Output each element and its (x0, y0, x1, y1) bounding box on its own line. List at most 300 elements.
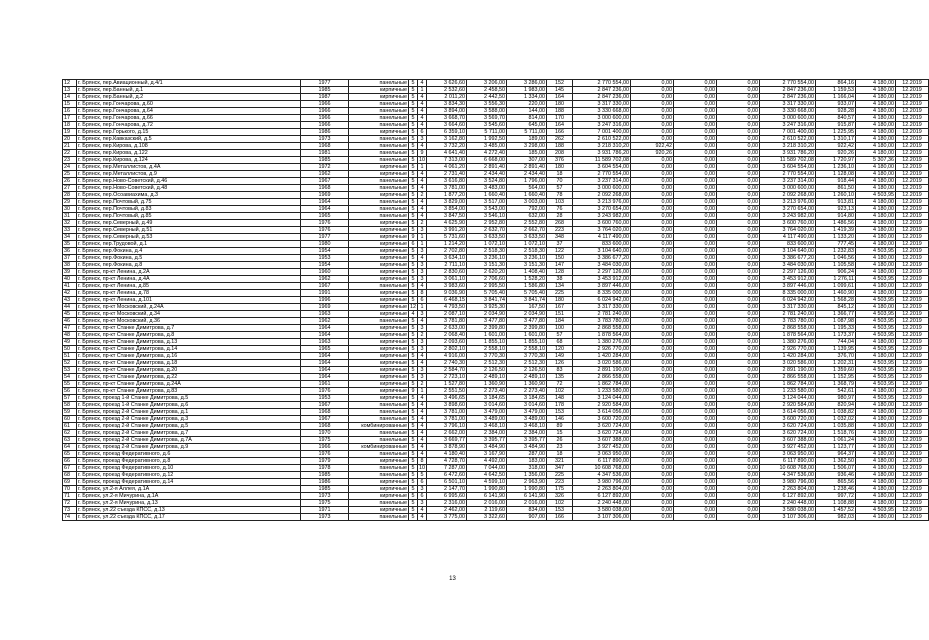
cell-cost-fund: 0,00 (631, 395, 674, 402)
cell-total-cost: 3 614 056,00 (573, 409, 631, 416)
cell-cost-budget: 0,00 (674, 493, 717, 500)
cell-planned-date: 12.2019 (896, 486, 929, 493)
cell-cost-fund: 0,00 (631, 276, 674, 283)
cell-planned-date: 12.2019 (896, 500, 929, 507)
cell-cost-owners: 0,00 (717, 507, 760, 514)
cell-living-area: 2 512,30 (467, 360, 507, 367)
table-row (63, 472, 929, 479)
cell-year-built: 1980 (301, 241, 349, 248)
cell-floors: 5 (409, 199, 418, 206)
cell-address: г. Брянск, пр-кт Станке Димитрова, д.8 (77, 332, 301, 339)
cell-max-unit-cost: 4 180,00 (856, 255, 896, 262)
cell-year-built: 1975 (301, 500, 349, 507)
cell-cost-budget: 0,00 (674, 262, 717, 269)
cell-row-number: 56 (63, 388, 77, 395)
cell-total-cost: 3 063 950,00 (573, 451, 631, 458)
cell-residents: 151 (547, 311, 573, 318)
cell-wall-material: панельные (349, 451, 409, 458)
cell-wall-material: кирпичные (349, 339, 409, 346)
cell-floors: 12 (410, 304, 416, 310)
cell-residents: 152 (547, 80, 573, 87)
cell-max-unit-cost: 4 180,00 (856, 199, 896, 206)
cell-residential-area: 1 855,10 (507, 339, 547, 346)
cell-entrances: 4 (418, 101, 427, 108)
cell-cost-fund: 0,00 (631, 458, 674, 465)
cell-year-built: 1985 (301, 157, 349, 164)
table-row (63, 416, 929, 423)
cell-cost-other: 6 127 892,00 (760, 493, 816, 500)
cell-wall-material: кирпичные (349, 192, 409, 199)
cell-residents: 148 (547, 395, 573, 402)
cell-unit-cost: 913,81 (816, 199, 856, 206)
cell-year-built: 1985 (301, 486, 349, 493)
cell-residential-area: 1 601,00 (507, 332, 547, 339)
cell-max-unit-cost: 4 180,00 (856, 479, 896, 486)
cell-planned-date: 12.2019 (896, 493, 929, 500)
cell-residents: 268 (547, 220, 573, 227)
cell-cost-owners: 0,00 (717, 304, 760, 311)
cell-row-number: 67 (63, 465, 77, 472)
cell-residential-area: 907,00 (507, 514, 547, 521)
cell-max-unit-cost: 4 180,00 (856, 493, 896, 500)
cell-floors: 5 (409, 136, 418, 143)
cell-address: г. Брянск, пр-кт Станке Димитрова, д.22 (77, 374, 301, 381)
cell-cost-owners: 0,00 (717, 325, 760, 332)
cell-floors: 5 (409, 220, 418, 227)
cell-residents: 225 (547, 472, 573, 479)
cell-entrances: 3 (418, 269, 427, 276)
cell-year-built: 1981 (301, 150, 349, 157)
cell-total-cost: 3 107 306,00 (573, 514, 631, 521)
cell-address: г. Брянск, пр-кт Ленина, д.78 (77, 290, 301, 297)
cell-floors: 5 (409, 395, 418, 402)
cell-cost-other: 3 620 724,00 (760, 430, 816, 437)
cell-residential-area: 287,00 (507, 451, 547, 458)
cell-row-number: 40 (63, 276, 77, 283)
cell-living-area: 2 891,40 (467, 164, 507, 171)
cell-cost-other: 3 270 654,00 (760, 206, 816, 213)
cell-max-unit-cost: 4 180,00 (856, 178, 896, 185)
cell-entrances: 3 (418, 227, 427, 234)
table-row (63, 80, 929, 87)
cell-unit-cost: 914,80 (816, 213, 856, 220)
cell-entrances: 4 (418, 80, 427, 87)
cell-floors: 5 (409, 171, 418, 178)
cell-cost-owners: 0,00 (717, 339, 760, 346)
cell-floors: 5 (409, 157, 418, 164)
cell-total-area: 6 995,60 (427, 493, 467, 500)
cell-floors: 5 (409, 262, 418, 269)
cell-residents: 178 (547, 402, 573, 409)
cell-planned-date: 12.2019 (896, 290, 929, 297)
table-row (63, 493, 929, 500)
cell-wall-material: кирпичные (349, 276, 409, 283)
cell-residential-area: 3 298,00 (507, 143, 547, 150)
cell-cost-fund: 0,00 (631, 304, 674, 311)
cell-total-cost: 2 847 236,00 (573, 87, 631, 94)
cell-wall-material: панельные (349, 199, 409, 206)
cell-cost-other: 2 092 268,00 (760, 192, 816, 199)
cell-entrances: 3 (418, 339, 427, 346)
cell-entrances: 1 (418, 388, 427, 395)
cell-residential-area: 3 841,74 (507, 297, 547, 304)
cell-row-number: 29 (63, 199, 77, 206)
cell-wall-material: панельные (349, 213, 409, 220)
table-body (63, 80, 929, 521)
cell-row-number: 74 (63, 514, 77, 521)
cell-cost-fund: 0,00 (631, 430, 674, 437)
cell-total-cost: 2 770 554,00 (573, 80, 631, 87)
cell-living-area: 3 524,80 (467, 178, 507, 185)
cell-residents: 128 (547, 269, 573, 276)
cell-cost-budget: 0,00 (674, 234, 717, 241)
cell-cost-budget: 0,00 (674, 129, 717, 136)
cell-year-built: 1964 (301, 199, 349, 206)
cell-unit-cost: 1 105,58 (816, 262, 856, 269)
cell-year-built: 1967 (301, 178, 349, 185)
cell-cost-budget: 0,00 (674, 381, 717, 388)
cell-total-cost: 1 878 564,00 (573, 332, 631, 339)
cell-total-cost: 2 847 236,00 (573, 94, 631, 101)
cell-unit-cost: 820,94 (816, 402, 856, 409)
cell-unit-cost: 997,72 (816, 493, 856, 500)
cell-address: г. Брянск, пр-кт Станке Димитрова, д.7 (77, 325, 301, 332)
cell-cost-owners: 0,00 (717, 129, 760, 136)
cell-total-area: 3 626,60 (427, 80, 467, 87)
cell-row-number: 49 (63, 339, 77, 346)
cell-planned-date: 12.2019 (896, 514, 929, 521)
cell-planned-date: 12.2019 (896, 269, 929, 276)
cell-living-area: 1 855,10 (467, 339, 507, 346)
cell-planned-date: 12.2019 (896, 192, 929, 199)
cell-total-area: 3 854,00 (427, 206, 467, 213)
cell-address: г. Брянск, проезд Федеративного, д.6 (77, 451, 301, 458)
cell-living-area: 2 384,00 (467, 430, 507, 437)
cell-cost-fund: 0,00 (631, 87, 674, 94)
cell-total-area: 3 162,80 (427, 136, 467, 143)
cell-residential-area: 2 273,40 (507, 388, 547, 395)
cell-year-built: 1968 (301, 143, 349, 150)
cell-cost-other: 3 000 600,00 (760, 115, 816, 122)
cell-cost-budget: 0,00 (674, 290, 717, 297)
cell-total-area: 3 781,00 (427, 416, 467, 423)
cell-row-number: 27 (63, 185, 77, 192)
cell-row-number: 70 (63, 486, 77, 493)
cell-address: г. Брянск, пер.Гончарова, д.72 (77, 122, 301, 129)
cell-residents: 120 (547, 346, 573, 353)
cell-residents: 184 (547, 318, 573, 325)
cell-entrances: 8 (418, 290, 427, 297)
table-row (63, 213, 929, 220)
cell-wall-material: комбинированные (349, 444, 409, 451)
cell-cost-fund: 0,00 (631, 122, 674, 129)
cell-row-number: 73 (63, 507, 77, 514)
cell-cost-other: 6 117 890,00 (760, 458, 816, 465)
cell-wall-material: комбинированные (349, 423, 409, 430)
cell-unit-cost: 922,42 (816, 143, 856, 150)
cell-floors: 5 (409, 353, 418, 360)
cell-year-built: 1969 (301, 192, 349, 199)
cell-entrances: 4 (418, 318, 427, 325)
cell-cost-owners: 0,00 (717, 122, 760, 129)
cell-residential-area: 3 633,50 (507, 234, 547, 241)
cell-total-area: 3 732,20 (427, 143, 467, 150)
cell-entrances: 3 (418, 367, 427, 374)
cell-cost-budget: 0,00 (674, 269, 717, 276)
table-row (63, 325, 929, 332)
cell-cost-owners: 0,00 (717, 472, 760, 479)
cell-planned-date: 12.2019 (896, 101, 929, 108)
cell-cost-other: 833 600,00 (760, 241, 816, 248)
cell-row-number: 24 (63, 164, 77, 171)
cell-year-built: 1976 (301, 220, 349, 227)
cell-living-area: 3 588,00 (467, 108, 507, 115)
cell-address: г. Брянск, ул.2-я Мичурина, д.13 (77, 500, 301, 507)
cell-max-unit-cost: 4 180,00 (856, 94, 896, 101)
cell-cost-fund: 0,00 (631, 199, 674, 206)
cell-cost-owners: 0,00 (717, 297, 760, 304)
cell-residential-area: 1 408,40 (507, 269, 547, 276)
cell-cost-budget: 0,00 (674, 458, 717, 465)
cell-cost-other: 3 317 330,00 (760, 101, 816, 108)
table-row (63, 276, 929, 283)
cell-cost-fund: 0,00 (631, 115, 674, 122)
cell-unit-cost: 1 225,95 (816, 129, 856, 136)
cell-cost-budget: 0,00 (674, 227, 717, 234)
cell-wall-material: кирпичные (349, 241, 409, 248)
cell-floors: 5 (409, 437, 418, 444)
cell-planned-date: 12.2019 (896, 255, 929, 262)
cell-cost-budget: 0,00 (674, 409, 717, 416)
cell-cost-other: 2 926 770,00 (760, 346, 816, 353)
cell-address: г. Брянск, ул.2-я Мичурина, д.1А (77, 493, 301, 500)
cell-unit-cost: 1 506,07 (816, 465, 856, 472)
cell-unit-cost: 1 108,88 (816, 500, 856, 507)
cell-cost-owners: 0,00 (717, 486, 760, 493)
cell-residential-area: 5 705,40 (507, 290, 547, 297)
cell-year-built: 1976 (301, 227, 349, 234)
cell-address: г. Брянск, пер.Почтовый, д.85 (77, 213, 301, 220)
cell-address: г. Брянск, ул.22 съезда КПСС, д.13 (77, 507, 301, 514)
table-row (63, 136, 929, 143)
cell-total-area: 2 011,20 (427, 94, 467, 101)
cell-cost-owners: 0,00 (717, 437, 760, 444)
cell-floors: 9 (409, 234, 418, 241)
cell-max-unit-cost: 4 180,00 (856, 150, 896, 157)
cell-cost-fund: 0,00 (631, 472, 674, 479)
cell-address: г. Брянск, проезд 2-й Станке Димитрова, д.9 (77, 444, 301, 451)
cell-living-area: 3 485,00 (467, 143, 507, 150)
cell-year-built: 1986 (301, 479, 349, 486)
cell-cost-budget: 0,00 (674, 164, 717, 171)
cell-planned-date: 12.2019 (896, 234, 929, 241)
cell-address: г. Брянск, проезд Федеративного, д.8 (77, 458, 301, 465)
cell-total-cost: 3 620 724,00 (573, 430, 631, 437)
cell-planned-date: 12.2019 (896, 339, 929, 346)
cell-address: г. Брянск, пер.Кирова, д.108 (77, 143, 301, 150)
cell-max-unit-cost: 4 503,95 (856, 318, 896, 325)
cell-entrances: 4 (418, 213, 427, 220)
cell-cost-owners: 0,00 (717, 367, 760, 374)
cell-max-unit-cost: 4 180,00 (856, 129, 896, 136)
cell-max-unit-cost: 4 503,95 (856, 360, 896, 367)
cell-address: г. Брянск, пер.Ново-Советский, д.48 (77, 185, 301, 192)
cell-wall-material: кирпичные (349, 374, 409, 381)
table-row (63, 206, 929, 213)
cell-cost-other: 3 000 600,00 (760, 185, 816, 192)
cell-total-cost: 3 600 720,00 (573, 416, 631, 423)
cell-cost-owners: 0,00 (717, 423, 760, 430)
cell-cost-other: 1 862 784,00 (760, 381, 816, 388)
cell-total-area: 3 775,00 (427, 514, 467, 521)
cell-cost-other: 3 600 760,00 (760, 220, 816, 227)
cell-residents: 166 (547, 129, 573, 136)
cell-living-area: 3 517,00 (467, 199, 507, 206)
cell-wall-material: кирпичные (349, 479, 409, 486)
cell-max-unit-cost: 4 180,00 (856, 486, 896, 493)
cell-unit-cost: 1 139,95 (816, 346, 856, 353)
cell-unit-cost: 1 202,31 (816, 360, 856, 367)
cell-cost-other: 1 233 580,00 (760, 388, 816, 395)
cell-year-built: 1964 (301, 374, 349, 381)
cell-address: г. Брянск, пер.Кирова, д.124 (77, 157, 301, 164)
cell-row-number: 20 (63, 136, 77, 143)
cell-wall-material: кирпичные (349, 297, 409, 304)
cell-year-built: 1962 (301, 276, 349, 283)
cell-residents: 26 (547, 437, 573, 444)
cell-residential-area: 3 236,10 (507, 255, 547, 262)
cell-entrances: 3 (418, 248, 427, 255)
cell-row-number: 62 (63, 430, 77, 437)
cell-floors: 6 (409, 241, 418, 248)
cell-cost-fund: 0,00 (631, 318, 674, 325)
table-row (63, 423, 929, 430)
cell-cost-other: 3 580 038,00 (760, 507, 816, 514)
cell-planned-date: 12.2019 (896, 150, 929, 157)
cell-cost-fund: 0,00 (631, 500, 674, 507)
cell-cost-fund: 0,00 (631, 332, 674, 339)
cell-cost-budget: 0,00 (674, 115, 717, 122)
cell-residential-area: 1 983,00 (507, 87, 547, 94)
cell-cost-owners: 0,00 (717, 206, 760, 213)
cell-residential-area: 3 014,60 (507, 402, 547, 409)
cell-residential-area: 183,00 (507, 458, 547, 465)
table-row (63, 395, 929, 402)
cell-cost-other: 3 764 020,00 (760, 227, 816, 234)
cell-max-unit-cost: 4 180,00 (856, 136, 896, 143)
cell-unit-cost: 1 238,46 (816, 486, 856, 493)
cell-planned-date: 12.2019 (896, 465, 929, 472)
cell-cost-other: 3 237 314,00 (760, 178, 816, 185)
cell-residents: 223 (547, 479, 573, 486)
cell-address: г. Брянск, проезд 1-й Станке Димитрова, д.6 (77, 402, 301, 409)
cell-max-unit-cost: 4 180,00 (856, 164, 896, 171)
cell-total-area: 2 633,00 (427, 325, 467, 332)
cell-cost-owners: 0,00 (717, 80, 760, 87)
cell-living-area: 3 236,10 (467, 255, 507, 262)
cell-cost-budget: 0,00 (674, 108, 717, 115)
cell-living-area: 2 489,10 (467, 374, 507, 381)
cell-cost-owners: 0,00 (717, 262, 760, 269)
cell-cost-other: 1 420 284,00 (760, 353, 816, 360)
cell-cost-owners: 0,00 (717, 493, 760, 500)
cell-total-area: 9 036,90 (427, 290, 467, 297)
cell-planned-date: 12.2019 (896, 171, 929, 178)
cell-cost-other: 4 117 490,00 (760, 234, 816, 241)
cell-planned-date: 12.2019 (896, 507, 929, 514)
cell-row-number: 60 (63, 416, 77, 423)
cell-living-area: 4 272,40 (467, 150, 507, 157)
cell-cost-fund: 0,00 (631, 416, 674, 423)
cell-cost-other: 6 024 942,00 (760, 297, 816, 304)
cell-residents: 262 (547, 136, 573, 143)
table-row (63, 318, 929, 325)
cell-row-number: 55 (63, 381, 77, 388)
cell-cost-other: 10 608 768,00 (760, 465, 816, 472)
cell-living-area: 3 770,30 (467, 353, 507, 360)
cell-wall-material: кирпичные (349, 87, 409, 94)
cell-cost-fund: 0,00 (631, 136, 674, 143)
cell-floors: 5 (409, 276, 418, 283)
cell-total-cost: 3 104 640,00 (573, 248, 631, 255)
cell-cost-budget: 0,00 (674, 486, 717, 493)
cell-wall-material: кирпичные (349, 220, 409, 227)
cell-living-area: 3 841,74 (467, 297, 507, 304)
table-row (63, 143, 929, 150)
cell-year-built: 1966 (301, 115, 349, 122)
cell-residential-area: 2 891,40 (507, 164, 547, 171)
cell-cost-budget: 0,00 (674, 87, 717, 94)
cell-cost-other: 1 878 564,00 (760, 332, 816, 339)
cell-wall-material: панельные (349, 318, 409, 325)
cell-max-unit-cost: 4 180,00 (856, 185, 896, 192)
cell-residents: 164 (547, 122, 573, 129)
cell-residential-area: 1 586,80 (507, 283, 547, 290)
cell-entrances: 4 (418, 206, 427, 213)
cell-unit-cost: 1 152,95 (816, 374, 856, 381)
cell-max-unit-cost: 4 180,00 (856, 143, 896, 150)
cell-address: г. Брянск, пер.Осоавиахима, д.3 (77, 192, 301, 199)
cell-residents: 57 (547, 185, 573, 192)
cell-row-number: 23 (63, 157, 77, 164)
cell-cost-other: 3 931 786,20 (760, 150, 816, 157)
cell-living-area: 3 483,00 (467, 185, 507, 192)
cell-residents: 103 (547, 199, 573, 206)
cell-max-unit-cost: 4 503,95 (856, 381, 896, 388)
cell-floors: 5 (409, 430, 418, 437)
cell-floors: 5 (409, 213, 418, 220)
cell-entrances: 4 (418, 115, 427, 122)
cell-row-number: 68 (63, 472, 77, 479)
cell-floors: 5 (409, 290, 418, 297)
cell-cost-fund: 0,00 (631, 129, 674, 136)
cell-address: г. Брянск, пер.Авиационный, д.4/1 (77, 80, 301, 87)
table-row (63, 430, 929, 437)
cell-residential-area: 144,00 (507, 108, 547, 115)
cell-total-cost: 3 317 330,00 (573, 304, 631, 311)
cell-wall-material: кирпичные (349, 164, 409, 171)
cell-cost-budget: 0,00 (674, 395, 717, 402)
cell-wall-material: панельные (349, 416, 409, 423)
cell-row-number: 17 (63, 115, 77, 122)
table-row (63, 402, 929, 409)
cell-cost-owners: 0,00 (717, 220, 760, 227)
cell-cost-owners: 0,00 (717, 430, 760, 437)
cell-cost-fund: 0,00 (631, 171, 674, 178)
cell-floors: 5 (409, 283, 418, 290)
cell-residential-area: 2 384,00 (507, 430, 547, 437)
cell-planned-date: 12.2019 (896, 346, 929, 353)
